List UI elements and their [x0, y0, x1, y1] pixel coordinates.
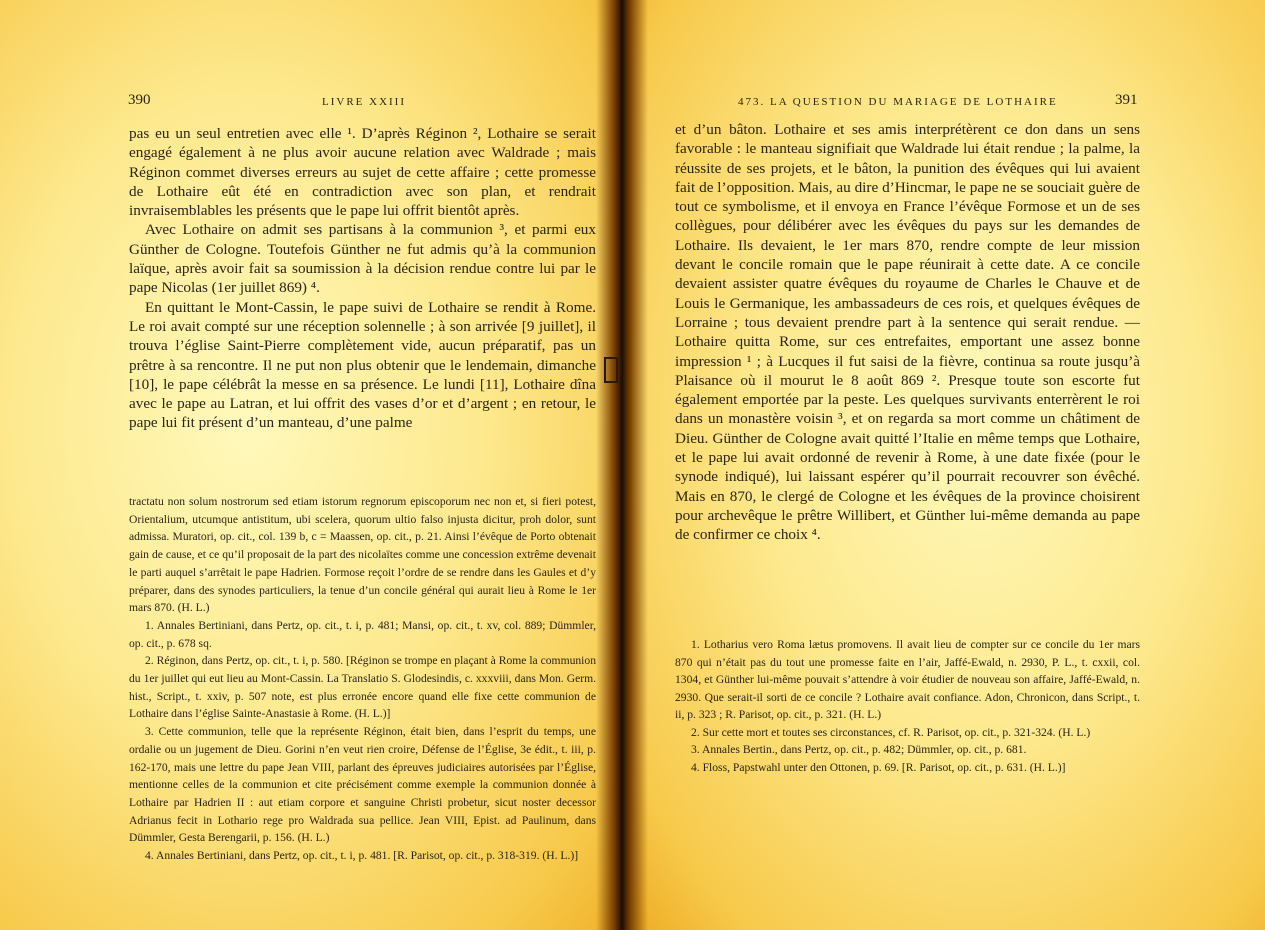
- page-number-left: 390: [128, 92, 151, 108]
- right-body: [675, 120, 1140, 545]
- footnote: 4. Floss, Papstwahl unter den Ottonen, p. 69. [R. Parisot, op. cit., p. 631. (H. L.)]: [691, 760, 1066, 774]
- body-paragraph: Avec Lothaire on admit ses partisans à la communion ³, et parmi eux Günther de Cologne. Toutefois Günther ne fut admis qu’à la communion laïque, après avoir fait sa soumission à la décision rendue contre lui par le pape Nicolas (1er juillet 869) ⁴.: [129, 221, 596, 297]
- footnote: 1. Lotharius vero Roma lætus promovens. Il avait lieu de compter sur ce concile du 1er mars 870 qui n’était pas du tout une promesse faite en l’air, Jaffé-Ewald, n. 2930, P. L., t. cxxii, col. 1304, et Günther lui-même pouvait s’attendre à voir étudier de nouveau son affaire, Jaffé-Ewald, n. 2930. Que serait-il sorti de ce concile ? Lothaire avait confiance. Adon, Chronicon, dans Script., t. ii, p. 323 ; R. Parisot, op. cit., p. 321. (H. L.): [675, 638, 1140, 721]
- footnote: 3. Annales Bertin., dans Pertz, op. cit., p. 482; Dümmler, op. cit., p. 681.: [691, 743, 1027, 756]
- body-paragraph: et d’un bâton. Lothaire et ses amis interprétèrent ce don dans un sens favorable : le manteau signifiait que Waldrade lui était rendue ; la palme, la réussite de ses projets, et le bâton, la punition des évêques qui lui avaient fait de l’opposition. Mais, au dire d’Hincmar, le pape ne se souciait guère de tout ce symbolisme, et il envoya en France l’évêque Formose et un de ses collègues, pour délibérer avec les évêques du pays sur les demandes de Lothaire. Ils devaient, le 1er mars 870, rendre compte de leur mission devant le concile romain que le pape réunirait à cette date. A ce concile devaient assister quatre évêques du royaume de Charles le Chauve et de Louis le Germanique, les ambassadeurs de ces rois, et quelques évêques de Lorraine ; tous devaient prendre part à la sentence qui serait rendue. — Lothaire quitta Rome, sur ces entrefaites, emportant une assez bonne impression ¹ ; à Lucques il fut saisi de la fièvre, continua sa route jusqu’à Plaisance où il mourut le 8 août 869 ². Presque toute son escorte fut également emportée par la peste. Les quelques survivants enterrèrent le roi dans un monastère voisin ³, et on regarda sa mort comme un châtiment de Dieu. Günther de Cologne avait quitté l’Italie en même temps que Lothaire, et le pape lui avait ordonné de revenir à Rome, à une date fixée (pour le synode indiqué), lui laissant espérer qu’il pourrait recouvrer son évêché. Mais en 870, le clergé de Cologne et les évêques de la province choisirent pour archevêque le prêtre Willibert, et Günther lui-même demanda au pape de confirmer ce choix ⁴.: [675, 121, 1140, 544]
- left-footnotes: [129, 493, 596, 865]
- body-paragraph: pas eu un seul entretien avec elle ¹. D’après Réginon ², Lothaire se serait engagé également à ne plus avoir aucune relation avec Waldrade ; mais Réginon commet diverses erreurs au sujet de cette affaire ; cette promesse de Lothaire eût été en contradiction avec son plan, et rendrait invraisemblables les présents que le pape lui offrit bientôt après.: [129, 125, 596, 220]
- running-head-right: 473. LA QUESTION DU MARIAGE DE LOTHAIRE: [738, 96, 1058, 108]
- running-head-left: LIVRE XXIII: [322, 96, 407, 108]
- footnote: 2. Sur cette mort et toutes ses circonstances, cf. R. Parisot, op. cit., p. 321-324. (H. L.): [691, 725, 1091, 739]
- footnote: 2. Réginon, dans Pertz, op. cit., t. i, p. 580. [Réginon se trompe en plaçant à Rome la communion du 1er juillet qui eut lieu au Mont-Cassin. La Translatio S. Glodesindis, c. xxxviii, dans Mon. Germ. hist., Script., t. xxiv, p. 507 note, est plus erronée encore quand elle fixe cette communion de Lothaire dans l’église Sainte-Anastasie à Rome. (H. L.)]: [129, 654, 596, 721]
- footnote: 3. Cette communion, telle que la représente Réginon, était bien, dans l’esprit du temps, une ordalie ou un jugement de Dieu. Gorini n’en veut rien croire, Défense de l’Église, 3e édit., t. iii, p. 162-170, mais une lettre du pape Jean VIII, parlant des épreuves judiciaires autorisées par l’Église, mentionne celles de la communion et cite précisément comme exemple la communion donnée à Lothaire par Hadrien II : aut etiam corpore et sanguine Christi probetur, sicut noster decessor Adrianus fecit in Lothario rege pro Waldrada sua pellice. Jean VIII, Epist. ad Paulinum, dans Dümmler, Gesta Berengarii, p. 156. (H. L.): [129, 725, 596, 845]
- book-gutter: [596, 0, 648, 930]
- body-paragraph: En quittant le Mont-Cassin, le pape suivi de Lothaire se rendit à Rome. Le roi avait compté sur une réception solennelle ; à son arrivée [9 juillet], il trouva l’église Saint-Pierre complètement vide, aucun préparatif, pas un prêtre à sa rencontre. Il ne put non plus obtenir que le lendemain, dimanche [10], le pape célébrât la messe en sa présence. Le lundi [11], Lothaire dîna avec le pape au Latran, et lui offrit des vases d’or et d’argent ; en retour, le pape lui fit présent d’un manteau, d’une palme: [129, 298, 596, 432]
- footnote: tractatu non solum nostrorum sed etiam istorum regnorum episcoporum nec non et, si fieri potest, Orientalium, utcumque antistitum, ubi scelera, quorum ultio falso injusta dicitur, proh dolor, sunt admissa. Muratori, op. cit., col. 139 b, c = Maassen, op. cit., p. 21. Ainsi l’évêque de Porto obtenait gain de cause, et ce qu’il proposait de la part des nicolaïtes comme une concession extrême devenait le parti auquel s’arrêtait le pape Hadrien. Formose reçoit l’ordre de se rendre dans les Gaules et d’y préparer, dans des synodes particuliers, la tenue d’un concile général qui aurait lieu à Rome le 1er mars 870. (H. L.): [129, 495, 596, 615]
- left-body: [129, 124, 596, 433]
- page-number-right: 391: [1115, 92, 1138, 108]
- margin-mark: [604, 357, 618, 383]
- footnote: 4. Annales Bertiniani, dans Pertz, op. cit., t. i, p. 481. [R. Parisot, op. cit., p. 318-319. (H. L.)]: [145, 849, 579, 863]
- right-footnotes: [675, 636, 1140, 776]
- footnote: 1. Annales Bertiniani, dans Pertz, op. cit., t. i, p. 481; Mansi, op. cit., t. xv, col. 889; Dümmler, op. cit., p. 678 sq.: [129, 618, 596, 650]
